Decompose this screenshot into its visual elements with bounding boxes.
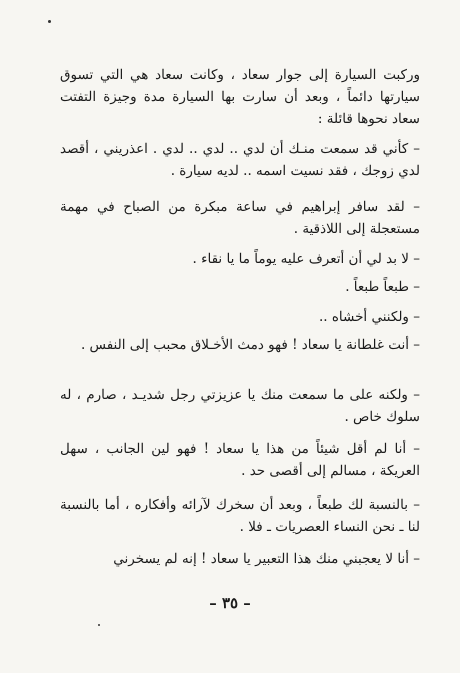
paragraph-10: – بالنسبة لك طبعاً ، وبعد أن سخرك لآرائه وأفكاره ، أما بالنسبة لنا ـ نحن النساء العصريات ـ فلا . bbox=[60, 497, 420, 535]
print-speck bbox=[48, 20, 51, 23]
paragraph-4: – لا بد لي أن أتعرف عليه يوماً ما يا نقاء . bbox=[192, 251, 420, 267]
paragraph-3: – لقد سافر إبراهيم في ساعة مبكرة من الصباح في مهمة مستعجلة إلى اللاذقية . bbox=[60, 199, 420, 237]
print-speck bbox=[98, 624, 100, 626]
paragraph-1: وركبت السيارة إلى جوار سعاد ، وكانت سعاد هي التي تسوق سيارتها دائماً ، وبعد أن سارت بها السيارة مدة وجيزة التفتت سعاد نحوها قائلة : bbox=[60, 67, 420, 127]
paragraph-5: – طبعاً طبعاً . bbox=[345, 279, 420, 295]
paragraph-11: – أنا لا يعجبني منك هذا التعبير يا سعاد ! إنه لم يسخرني bbox=[113, 551, 420, 567]
paragraph-7: – أنت غلطانة يا سعاد ! فهو دمث الأخـلاق محبب إلى النفس . bbox=[80, 337, 420, 353]
paragraph-8: – ولكنه على ما سمعت منك يا عزيزتي رجل شديـد ، صارم ، له سلوك خاص . bbox=[60, 387, 420, 425]
paragraph-2: – كأني قد سمعت منـك أن لدي .. لدي .. لدي . اعذريني ، أقصد لدي زوجك ، فقد نسيت اسمه .. لديه سيارة . bbox=[60, 141, 420, 179]
paragraph-9: – أنا لم أقل شيئاً من هذا يا سعاد ! فهو لين الجانب ، سهل العريكة ، مسالم إلى أقصى حد . bbox=[60, 441, 420, 479]
page-number: – ٣٥ – bbox=[209, 594, 251, 612]
paragraph-6: – ولكنني أخشاه .. bbox=[318, 309, 420, 325]
